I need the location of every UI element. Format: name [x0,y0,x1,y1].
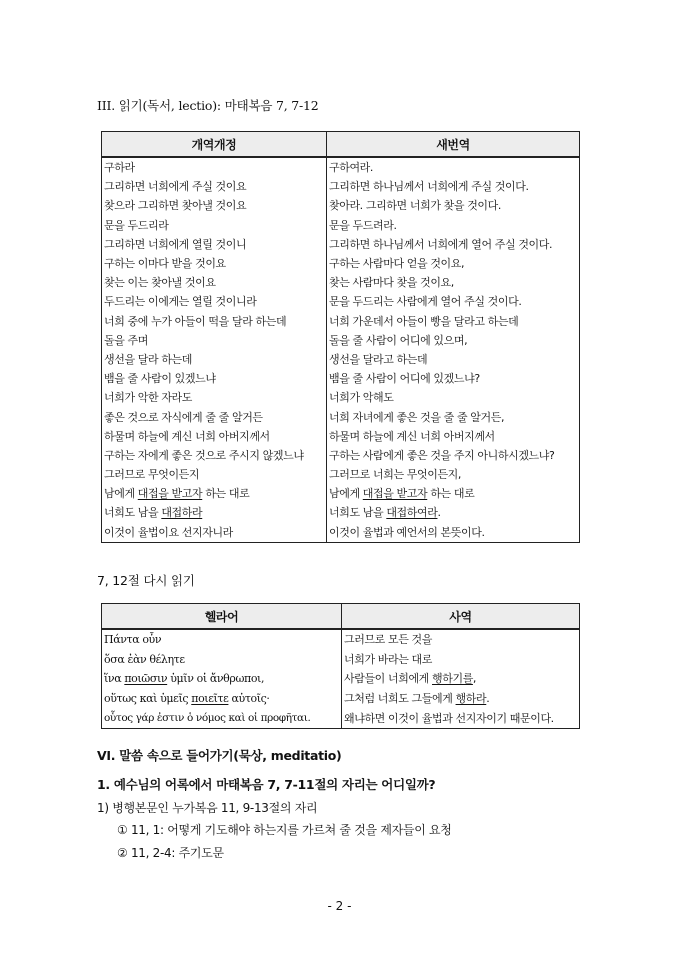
cell [102,503,327,522]
cell [342,669,580,689]
cell: οὗτος γάρ ἐστιν ὁ νόμος καὶ οἱ προφῆται. [102,708,342,728]
cell: 두드리는 이에게는 열릴 것이니라 [102,292,327,311]
column-header: 개역개정 [102,132,327,158]
cell-text: 남에게 [329,487,363,501]
cell: 뱀을 줄 사람이 있겠느냐 [102,369,327,388]
cell: 너희가 악해도 [327,388,580,407]
table-row [102,669,580,689]
cell: 구하여라. [327,157,580,177]
table-row [102,708,580,728]
cell: 너희 중에 누가 아들이 떡을 달라 하는데 [102,312,327,331]
column-header: 헬라어 [102,604,342,630]
cell: 구하라 [102,157,327,177]
cell: 문을 두드려라. [327,216,580,235]
cell: 하물며 하늘에 계신 너희 아버지께서 [327,427,580,446]
cell: ὅσα ἐὰν θέλητε [102,650,342,670]
cell: 구하는 자에게 좋은 것으로 주시지 않겠느냐 [102,446,327,465]
section-title-reading: III. 읽기(독서, lectio): 마태복음 7, 7-12 [97,98,319,113]
underlined-text: 행하라 [455,692,487,706]
underlined-text: 대접하라 [161,506,203,520]
cell: 그리하면 하나님께서 너희에게 주실 것이다. [327,177,580,196]
sub-list-item: ② 11, 2-4: 주기도문 [117,846,224,860]
underlined-text: 대접하여라 [386,506,438,520]
cell: 이것이 율법과 예언서의 본뜻이다. [327,523,580,543]
translation-comparison-table [101,131,580,543]
cell: 구하는 사람에게 좋은 것을 주지 아니하시겠느냐? [327,446,580,465]
greek-translation-table [101,603,580,729]
table-row [102,369,580,388]
cell: 구하는 이마다 받을 것이요 [102,254,327,273]
cell-text: ὑμῖν οἱ ἄνθρωποι, [167,672,265,686]
table-row [102,427,580,446]
sub-list-item: ① 11, 1: 어떻게 기도해야 하는지를 가르쳐 줄 것을 제자들이 요청 [117,823,452,837]
cell [342,689,580,709]
table-row [102,235,580,254]
table-row [102,388,580,407]
cell [102,484,327,503]
underlined-text: ποιῶσιν [124,672,168,686]
cell: 돌을 줄 사람이 어디에 있으며, [327,331,580,350]
table-row [102,292,580,311]
table-row [102,157,580,177]
column-header: 새번역 [327,132,580,158]
cell [327,503,580,522]
cell-text: οὕτως καὶ ὑμεῖς [104,692,192,706]
cell: 문을 두드리는 사람에게 열어 주실 것이다. [327,292,580,311]
cell-text: 하는 대로 [202,487,250,501]
table-row [102,503,580,522]
table-row [102,216,580,235]
underlined-text: 대접을 받고자 [362,487,428,501]
cell-text: 남에게 [104,487,138,501]
table-row [102,407,580,426]
cell-text: 사람들이 너희에게 [344,672,433,686]
section-title-verse12: 7, 12절 다시 읽기 [97,573,195,588]
cell: 이것이 율법이요 선지자니라 [102,523,327,543]
table-row [102,177,580,196]
cell-text: 하는 대로 [427,487,475,501]
column-header: 사역 [342,604,580,630]
table-row [102,331,580,350]
table-row [102,629,580,650]
cell: 너희가 바라는 대로 [342,650,580,670]
cell-text: ἵνα [104,672,125,686]
cell-text: . [486,692,490,706]
cell: 너희 가운데서 아들이 빵을 달라고 하는데 [327,312,580,331]
table-row [102,254,580,273]
cell: 왜냐하면 이것이 율법과 선지자이기 때문이다. [342,708,580,728]
cell: 그러므로 모든 것을 [342,629,580,650]
section-title-meditation: VI. 말씀 속으로 들어가기(묵상, meditatio) [97,748,342,763]
table-row [102,650,580,670]
cell: 찾으라 그리하면 찾아낼 것이요 [102,196,327,215]
cell [327,484,580,503]
list-item: 1) 병행본문인 누가복음 11, 9-13절의 자리 [97,801,318,815]
page-number: - 2 - [327,899,352,913]
underlined-text: ποιεῖτε [191,692,229,706]
underlined-text: 행하기를 [432,672,473,686]
cell-text: 너희도 남을 [329,506,387,520]
cell: 좋은 것으로 자식에게 줄 줄 알거든 [102,407,327,426]
cell: 문을 두드리라 [102,216,327,235]
table-row [102,465,580,484]
cell: 그리하면 하나님께서 너희에게 열어 주실 것이다. [327,235,580,254]
cell [102,689,342,709]
question-heading: 1. 예수님의 어록에서 마태복음 7, 7-11절의 자리는 어디일까? [97,777,436,792]
cell: 그러므로 너희는 무엇이든지, [327,465,580,484]
cell: Πάντα οὖν [102,629,342,650]
cell: 생선을 달라고 하는데 [327,350,580,369]
cell-text: 너희도 남을 [104,506,162,520]
cell: 너희 자녀에게 좋은 것을 줄 줄 알거든, [327,407,580,426]
cell: 하물며 하늘에 계신 너희 아버지께서 [102,427,327,446]
cell-text: . [437,506,441,520]
table-row [102,273,580,292]
table-row [102,196,580,215]
cell: 그러므로 무엇이든지 [102,465,327,484]
table-row [102,484,580,503]
cell-text: αὐτοῖς· [228,692,270,706]
cell: 찾는 사람마다 찾을 것이요, [327,273,580,292]
cell [102,669,342,689]
cell: 찾아라. 그리하면 너희가 찾을 것이다. [327,196,580,215]
underlined-text: 대접을 받고자 [137,487,203,501]
table-row [102,446,580,465]
table-row [102,312,580,331]
cell: 생선을 달라 하는데 [102,350,327,369]
cell: 돌을 주며 [102,331,327,350]
cell-text: 그처럼 너희도 그들에게 [344,692,456,706]
cell: 그리하면 너희에게 열릴 것이니 [102,235,327,254]
cell-text: , [472,672,477,686]
table-row [102,350,580,369]
table-row [102,689,580,709]
cell: 구하는 사람마다 얻을 것이요, [327,254,580,273]
cell: 너희가 악한 자라도 [102,388,327,407]
cell: 그리하면 너희에게 주실 것이요 [102,177,327,196]
table-row [102,523,580,543]
cell: 찾는 이는 찾아낼 것이요 [102,273,327,292]
cell: 뱀을 줄 사람이 어디에 있겠느냐? [327,369,580,388]
